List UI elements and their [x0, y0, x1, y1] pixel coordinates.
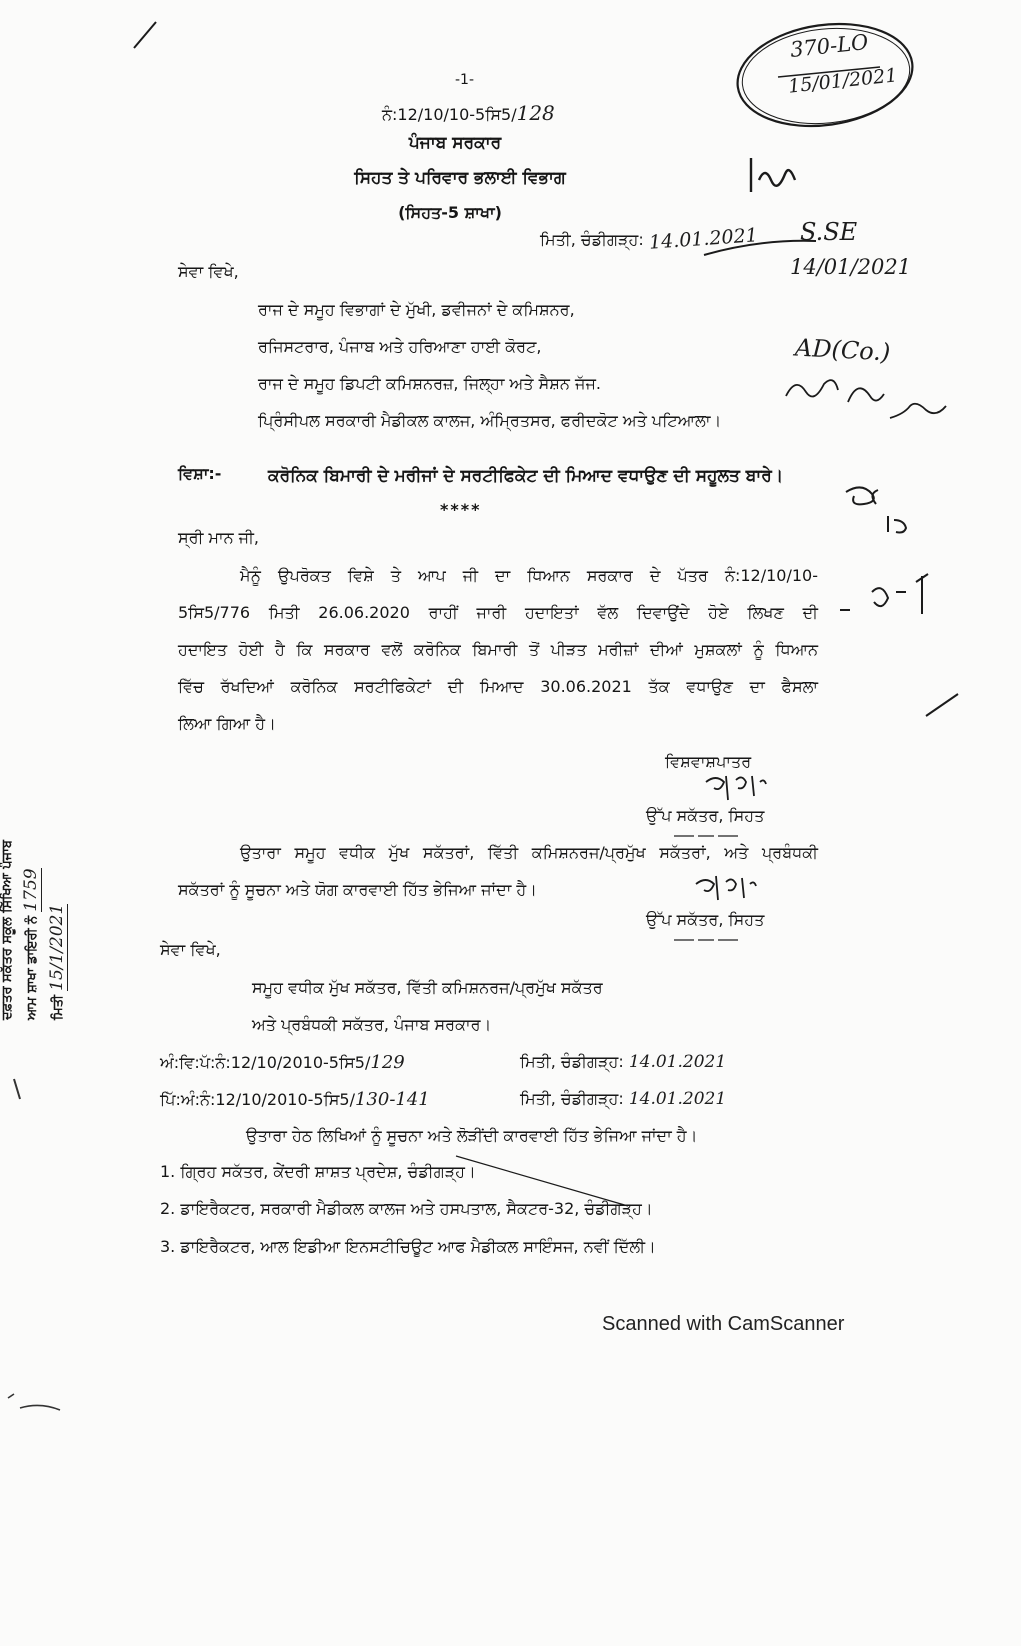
side-stamp-diary-label: ਆਮ ਸ਼ਾਖਾ ਡਾਇਰੀ ਨੰ [25, 915, 40, 1020]
addressee-line: ਰਜਿਸਟਰਾਰ, ਪੰਜਾਬ ਅਤੇ ਹਰਿਆਣਾ ਹਾਈ ਕੋਰਟ, [258, 337, 542, 356]
handwritten-initials-mark [745, 150, 805, 195]
copy2-recipient: 1. ਗ੍ਰਿਹ ਸਕੱਤਰ, ਕੇਂਦਰੀ ਸ਼ਾਸ਼ਤ ਪ੍ਰਦੇਸ਼, ਚੰਡੀਗੜ੍ਹ। [160, 1162, 476, 1181]
copy2-line: ਅਤੇ ਪ੍ਰਬੰਧਕੀ ਸਕੱਤਰ, ਪੰਜਾਬ ਸਰਕਾਰ। [252, 1015, 492, 1034]
copy2-ref-1-date-handwritten: 14.01.2021 [628, 1052, 727, 1072]
reference-number [382, 101, 555, 125]
yours-faithfully: ਵਿਸ਼ਵਾਸ਼ਪਾਤਰ [665, 752, 752, 771]
signer-name-stamp-1 [672, 830, 742, 840]
margin-note-scribble-3 [836, 570, 946, 620]
copy2-recipient: 2. ਡਾਇਰੈਕਟਰ, ਸਰਕਾਰੀ ਮੈਡੀਕਲ ਕਾਲਜ ਅਤੇ ਹਸਪਤਾਲ, ਸੈਕਟਰ-32, ਚੰਡੀਗੜ੍ਹ। [160, 1199, 653, 1218]
to-salutation: ਸੇਵਾ ਵਿਖੇ, [178, 262, 239, 281]
copy2-ref-2 [160, 1089, 430, 1110]
reference-number-handwritten: 128 [516, 101, 555, 125]
signature-2 [690, 870, 760, 910]
side-stamp-date-value: 15/1/2021 [47, 903, 67, 991]
signer-title-1: ਉੱਪ ਸਕੱਤਰ, ਸਿਹਤ [646, 806, 765, 825]
side-stamp-diary [21, 760, 41, 1020]
copy2-intro: ਉਤਾਰਾ ਹੇਠ ਲਿਖਿਆਂ ਨੂੰ ਸੂਚਨਾ ਅਤੇ ਲੋੜੀਂਦੀ ਕਾਰਵਾਈ ਹਿੱਤ ਭੇਜਿਆ ਜਾਂਦਾ ਹੈ। [246, 1126, 698, 1145]
subject-separator: **** [440, 500, 482, 519]
page-number: -1- [455, 72, 475, 88]
signer-name-stamp-2 [672, 934, 742, 944]
receipt-stamp-number: 370-LO [788, 29, 870, 63]
copy2-ref-2-date-handwritten: 14.01.2021 [628, 1089, 727, 1109]
margin-note-sse-date: 14/01/2021 [790, 255, 912, 279]
subject-text: ਕਰੋਨਿਕ ਬਿਮਾਰੀ ਦੇ ਮਰੀਜਾਂ ਦੇ ਸਰਟੀਫਿਕੇਟ ਦੀ ਮਿਆਦ ਵਧਾਉਣ ਦੀ ਸਹੂਲਤ ਬਾਰੇ। [268, 466, 784, 486]
copy2-ref-1-handwritten: 129 [370, 1052, 405, 1073]
corner-stroke [130, 18, 162, 52]
copy2-ref-1-date [520, 1052, 726, 1072]
copy2-line: ਸਮੂਹ ਵਧੀਕ ਮੁੱਖ ਸਕੱਤਰ, ਵਿੱਤੀ ਕਮਿਸ਼ਨਰਜ/ਪ੍ਰਮੁੱਖ ਸਕੱਤਰ [252, 978, 603, 997]
addressee-line: ਰਾਜ ਦੇ ਸਮੂਹ ਡਿਪਟੀ ਕਮਿਸ਼ਨਰਜ਼, ਜਿਲ੍ਹਾ ਅਤੇ ਸੈਸ਼ਨ ਜੱਜ. [258, 374, 601, 393]
copy1-line: ਸਕੱਤਰਾਂ ਨੂੰ ਸੂਚਨਾ ਅਤੇ ਯੋਗ ਕਾਰਵਾਈ ਹਿੱਤ ਭੇਜਿਆ ਜਾਂਦਾ ਹੈ। [178, 880, 537, 899]
body-line: ਲਿਆ ਗਿਆ ਹੈ। [178, 714, 276, 733]
copy2-recipient: 3. ਡਾਇਰੈਕਟਰ, ਆਲ ਇਡੀਆ ਇਨਸਟੀਚਿਊਟ ਆਫ ਮੈਡੀਕਲ ਸਾਇੰਸਜ, ਨਵੀਂ ਦਿੱਲੀ। [160, 1237, 656, 1256]
department-name: ਸਿਹਤ ਤੇ ਪਰਿਵਾਰ ਭਲਾਈ ਵਿਭਾਗ [354, 168, 566, 188]
edge-mark [4, 1388, 64, 1418]
margin-signature-scribble [778, 362, 958, 432]
body-line: ਵਿੱਚ ਰੱਖਦਿਆਂ ਕਰੋਨਿਕ ਸਰਟੀਫਿਕੇਟਾਂ ਦੀ ਮਿਆਦ 30.06.2021 ਤੱਕ ਵਧਾਉਣ ਦਾ ਫੈਸਲਾ [178, 677, 818, 696]
subject-label: ਵਿਸ਼ਾ:- [178, 464, 222, 483]
copy2-ref-1 [160, 1052, 405, 1073]
copy2-ref-2-handwritten: 130-141 [354, 1089, 430, 1110]
signer-name-1 [672, 830, 742, 843]
signer-title-2: ਉੱਪ ਸਕੱਤਰ, ਸਿਹਤ [646, 910, 765, 929]
margin-note-scribble-2 [836, 478, 916, 536]
body-line: ਮੈਨੂੰ ਉਪਰੋਕਤ ਵਿਸ਼ੇ ਤੇ ਆਪ ਜੀ ਦਾ ਧਿਆਨ ਸਰਕਾਰ ਦੇ ਪੱਤਰ ਨੰ:12/10/10- [240, 566, 818, 585]
margin-stroke [922, 682, 962, 722]
receipt-stamp-date: 15/01/2021 [787, 64, 899, 98]
government-name: ਪੰਜਾਬ ਸਰਕਾਰ [408, 133, 502, 153]
addressee-line: ਪ੍ਰਿੰਸੀਪਲ ਸਰਕਾਰੀ ਮੈਡੀਕਲ ਕਾਲਜ, ਅੰਮ੍ਰਿਤਸਰ, ਫਰੀਦਕੋਟ ਅਤੇ ਪਟਿਆਲਾ। [258, 411, 722, 430]
side-stamp-office: ਦਫ਼ਤਰ ਸਕੱਤਰ ਸਕੂਲ ਸਿੱਖਿਆ ਪੰਜਾਬ [0, 840, 15, 1020]
edge-mark [8, 1075, 28, 1105]
side-stamp-date [47, 760, 67, 1020]
issue-date-handwritten: 14.01.2021 [648, 224, 759, 254]
addressee-line: ਰਾਜ ਦੇ ਸਮੂਹ ਵਿਭਾਗਾਂ ਦੇ ਮੁੱਖੀ, ਡਵੀਜਨਾਂ ਦੇ ਕਮਿਸ਼ਨਰ, [258, 300, 575, 319]
copy2-ref-2-date [520, 1089, 726, 1109]
side-stamp-diary-number: 1759 [21, 868, 41, 912]
side-diary-stamp [0, 760, 120, 1020]
margin-note-sse: S.SE [800, 218, 858, 246]
body-line: ਹਦਾਇਤ ਹੋਈ ਹੈ ਕਿ ਸਰਕਾਰ ਵਲੋਂ ਕਰੋਨਿਕ ਬਿਮਾਰੀ ਤੋਂ ਪੀੜਤ ਮਰੀਜ਼ਾਂ ਦੀਆਂ ਮੁਸ਼ਕਲਾਂ ਨੂੰ ਧਿਆਨ [178, 640, 818, 659]
margin-note-initials-1 [745, 150, 805, 203]
branch-name: (ਸਿਹਤ-5 ਸ਼ਾਖਾ) [398, 203, 502, 222]
body-line: 5ਸਿ5/776 ਮਿਤੀ 26.06.2020 ਰਾਹੀਂ ਜਾਰੀ ਹਦਾਇਤਾਂ ਵੱਲ ਦਿਵਾਉਂਦੇ ਹੋਏ ਲਿਖਣ ਦੀ [178, 603, 818, 622]
issue-date-label: ਮਿਤੀ, ਚੰਡੀਗੜ੍ਹ: [540, 230, 644, 249]
copy1-line: ਉਤਾਰਾ ਸਮੂਹ ਵਧੀਕ ਮੁੱਖ ਸਕੱਤਰਾਂ, ਵਿੱਤੀ ਕਮਿਸ਼ਨਰਜ/ਪ੍ਰਮੁੱਖ ਸਕੱਤਰਾਂ, ਅਤੇ ਪ੍ਰਬੰਧਕੀ [240, 843, 818, 862]
copy2-ref-1-printed: ਅੰ:ਵਿ:ਪੱ:ਨੰ:12/10/2010-5ਸਿ5/ [160, 1053, 371, 1072]
copy2-ref-2-date-label: ਮਿਤੀ, ਚੰਡੀਗੜ੍ਹ: [520, 1089, 624, 1108]
copy2-salutation: ਸੇਵਾ ਵਿਖੇ, [160, 940, 221, 959]
copy2-ref-2-printed: ਪਿੱ:ਅੰ:ਨੰ:12/10/2010-5ਸਿ5/ [160, 1090, 355, 1109]
side-stamp-date-label: ਮਿਤੀ [51, 995, 66, 1020]
signature-1 [700, 770, 770, 810]
margin-note-ad: AD(Co.) [794, 333, 891, 367]
copy2-ref-1-date-label: ਮਿਤੀ, ਚੰਡੀਗੜ੍ਹ: [520, 1052, 624, 1071]
reference-number-printed: ਨੰ:12/10/10-5ਸਿ5/ [382, 105, 517, 124]
signer-name-2 [672, 934, 742, 947]
salutation: ਸ੍ਰੀ ਮਾਨ ਜੀ, [178, 528, 260, 547]
camscanner-watermark: Scanned with CamScanner [602, 1313, 845, 1335]
